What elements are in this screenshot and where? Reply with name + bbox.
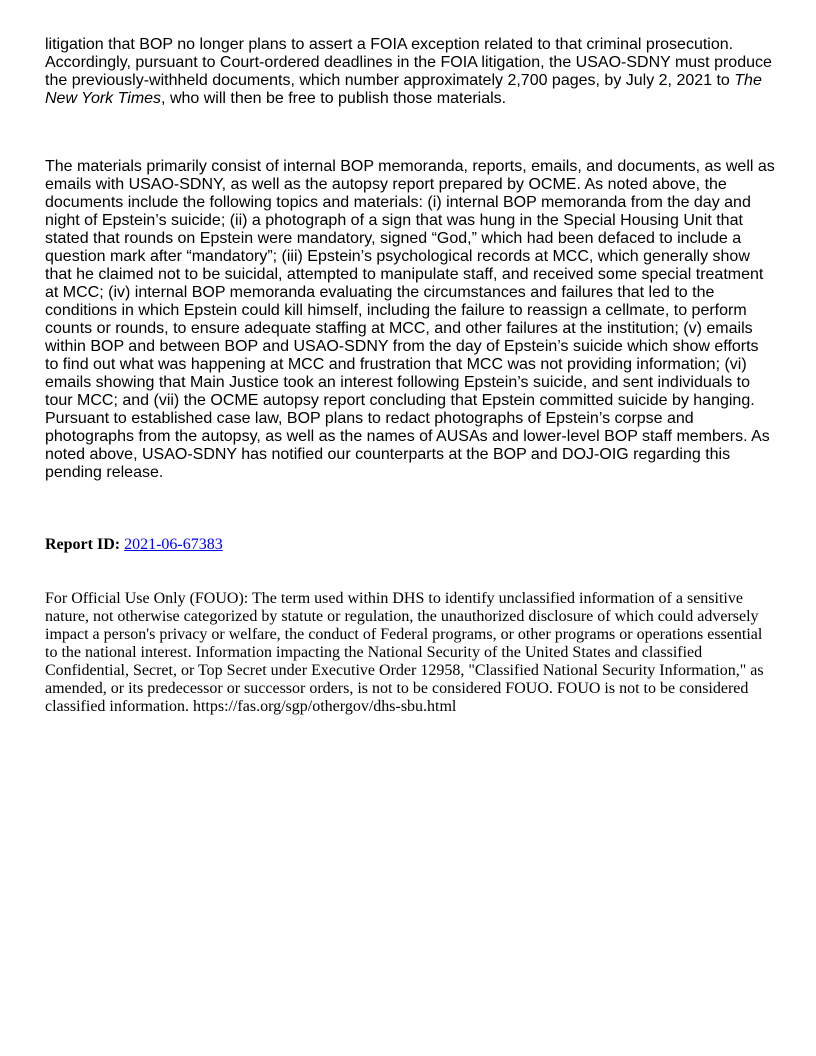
paragraph-litigation xyxy=(45,36,775,108)
paragraph-litigation-ending: , who will then be free to publish those materials. xyxy=(161,90,507,107)
document-page xyxy=(45,36,775,732)
fouo-disclaimer: For Official Use Only (FOUO): The term used within DHS to identify unclassified information of a sensitive nature, not otherwise categorized by statute or regulation, the unauthorized disclosure of which could adversely impact a person's privacy or welfare, the conduct of Federal programs, or other programs or operations essential to the national interest. Information impacting the National Security of the United States and classified Confidential, Secret, or Top Secret under Executive Order 12958, "Classified National Security Information," as amended, or its predecessor or successor orders, is not to be considered FOUO. FOUO is not to be considered classified information. https://fas.org/sgp/othergov/dhs-sbu.html xyxy=(45,590,764,715)
paragraph-materials: The materials primarily consist of internal BOP memoranda, reports, emails, and documents, as well as emails with USAO-SDNY, as well as the autopsy report prepared by OCME. As noted above, the documents include the following topics and materials: (i) internal BOP memoranda from the day and night of Epstein’s suicide; (ii) a photograph of a sign that was hung in the Special Housing Unit that stated that rounds on Epstein were mandatory, signed “God,” which had been defaced to include a question mark after “mandatory”; (iii) Epstein’s psychological records at MCC, which generally show that he claimed not to be suicidal, attempted to manipulate staff, and received some special treatment at MCC; (iv) internal BOP memoranda evaluating the circumstances and failures that led to the conditions in which Epstein could kill himself, including the failure to reassign a cellmate, to perform counts or rounds, to ensure adequate staffing at MCC, and other failures at the institution; (v) emails within BOP and between BOP and USAO-SDNY from the day of Epstein’s suicide which show efforts to find out what was happening at MCC and frustration that MCC was not providing information; (vi) emails showing that Main Justice took an interest following Epstein’s suicide, and sent individuals to tour MCC; and (vii) the OCME autopsy report concluding that Epstein committed suicide by hanging. Pursuant to established case law, BOP plans to redact photographs of Epstein’s corpse and photographs from the autopsy, as well as the names of AUSAs and lower-level BOP staff members. As noted above, USAO-SDNY has notified our counterparts at the BOP and DOJ-OIG regarding this pending release. xyxy=(45,158,775,481)
report-id-link[interactable]: 2021-06-67383 xyxy=(124,536,223,553)
report-id-line xyxy=(45,536,775,554)
publication-name: The New York Times xyxy=(45,72,762,107)
report-id-label: Report ID: xyxy=(45,536,121,553)
paragraph-litigation-text: litigation that BOP no longer plans to assert a FOIA exception related to that criminal prosecution. Accordingly, pursuant to Court-ordered deadlines in the FOIA litigation, the USAO-SDNY must produce the previously-withheld documents, which number approximately 2,700 pages, by July 2, 2021 to xyxy=(45,36,772,89)
